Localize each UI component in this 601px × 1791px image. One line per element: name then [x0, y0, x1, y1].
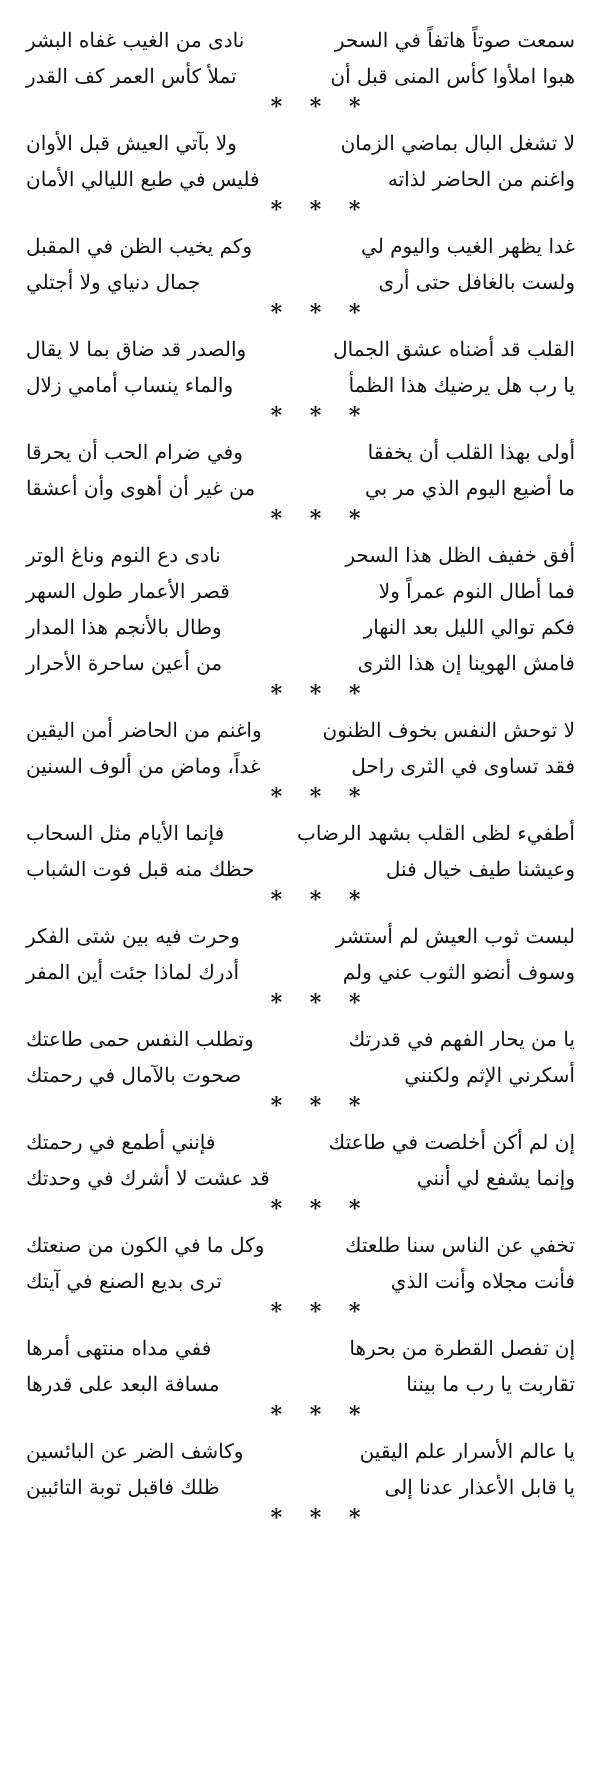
verse-line	[26, 1124, 575, 1160]
second-hemistich: أدرك لماذا جئت أين المفر	[26, 960, 239, 984]
second-hemistich: نادى من الغيب غفاه البشر	[26, 28, 245, 52]
first-hemistich: ولست بالغافل حتى أرى	[378, 270, 575, 294]
verse-line	[26, 264, 575, 300]
verse-line	[26, 609, 575, 645]
stanza-separator: * * *	[270, 1093, 371, 1119]
verse-line	[26, 367, 575, 403]
second-hemistich: من غير أن أهوى وأن أعشقا	[26, 476, 256, 500]
first-hemistich: وإنما يشفع لي أنني	[416, 1166, 575, 1190]
verse-line	[26, 573, 575, 609]
second-hemistich: وكاشف الضر عن البائسين	[26, 1439, 244, 1463]
first-hemistich: واغنم من الحاضر لذاته	[387, 167, 575, 191]
verse-line	[26, 331, 575, 367]
stanza-separator: * * *	[270, 1505, 371, 1531]
stanza-separator: * * *	[270, 1402, 371, 1428]
verse-line	[26, 1330, 575, 1366]
first-hemistich: وسوف أنضو الثوب عني ولم	[342, 960, 575, 984]
first-hemistich: فما أطال النوم عمراً ولا	[378, 579, 575, 603]
first-hemistich: سمعت صوتاً هاتفاً في السحر	[334, 28, 575, 52]
stanza-separator: * * *	[270, 1196, 371, 1222]
first-hemistich: فقد تساوى في الثرى راحل	[351, 754, 575, 778]
verse-line	[26, 1021, 575, 1057]
first-hemistich: غدا يظهر الغيب واليوم لي	[361, 234, 575, 258]
first-hemistich: فامش الهوينا إن هذا الثرى	[357, 651, 575, 675]
first-hemistich: هبوا املأوا كأس المنى قبل أن	[330, 64, 575, 88]
first-hemistich: تخفي عن الناس سنا طلعتك	[344, 1233, 575, 1257]
verse-line	[26, 470, 575, 506]
verse-line	[26, 1366, 575, 1402]
verse-line	[26, 125, 575, 161]
first-hemistich: فأنت مجلاه وأنت الذي	[390, 1269, 575, 1293]
second-hemistich: ففي مداه منتهى أمرها	[26, 1336, 212, 1360]
verse-line	[26, 537, 575, 573]
second-hemistich: فإنما الأيام مثل السحاب	[26, 821, 225, 845]
stanza	[26, 1227, 575, 1330]
verse-line	[26, 1227, 575, 1263]
stanza	[26, 331, 575, 434]
stanza	[26, 815, 575, 918]
stanza	[26, 712, 575, 815]
verse-line	[26, 851, 575, 887]
second-hemistich: وفي ضرام الحب أن يحرقا	[26, 440, 243, 464]
first-hemistich: لا توحش النفس بخوف الظنون	[322, 718, 575, 742]
verse-line	[26, 815, 575, 851]
second-hemistich: صحوت بالآمال في رحمتك	[26, 1063, 242, 1087]
stanza	[26, 434, 575, 537]
stanza-separator: * * *	[270, 681, 371, 707]
first-hemistich: إن تفصل القطرة من بحرها	[349, 1336, 575, 1360]
stanza	[26, 22, 575, 125]
second-hemistich: من أعين ساحرة الأحرار	[26, 651, 223, 675]
second-hemistich: ولا بآتي العيش قبل الأوان	[26, 131, 237, 155]
second-hemistich: وكل ما في الكون من صنعتك	[26, 1233, 265, 1257]
verse-line	[26, 918, 575, 954]
first-hemistich: يا من يحار الفهم في قدرتك	[348, 1027, 575, 1051]
first-hemistich: يا عالم الأسرار علم اليقين	[359, 1439, 575, 1463]
verse-line	[26, 1160, 575, 1196]
first-hemistich: لبست ثوب العيش لم أستشر	[335, 924, 575, 948]
stanza-separator: * * *	[270, 197, 371, 223]
second-hemistich: قد عشت لا أشرك في وحدتك	[26, 1166, 270, 1190]
second-hemistich: فإنني أطمع في رحمتك	[26, 1130, 216, 1154]
stanza-separator: * * *	[270, 403, 371, 429]
verse-line	[26, 1469, 575, 1505]
verse-line	[26, 748, 575, 784]
verse-line	[26, 22, 575, 58]
second-hemistich: تملأ كأس العمر كف القدر	[26, 64, 237, 88]
verse-line	[26, 228, 575, 264]
second-hemistich: فليس في طبع الليالي الأمان	[26, 167, 260, 191]
second-hemistich: والماء ينساب أمامي زلال	[26, 373, 234, 397]
first-hemistich: إن لم أكن أخلصت في طاعتك	[328, 1130, 575, 1154]
stanza-separator: * * *	[270, 1299, 371, 1325]
first-hemistich: ما أضيع اليوم الذي مر بي	[365, 476, 575, 500]
stanza-separator: * * *	[270, 784, 371, 810]
verse-line	[26, 645, 575, 681]
second-hemistich: مسافة البعد على قدرها	[26, 1372, 220, 1396]
verse-line	[26, 434, 575, 470]
first-hemistich: يا قابل الأعذار عدنا إلى	[384, 1475, 575, 1499]
stanza-separator: * * *	[270, 94, 371, 120]
verse-line	[26, 1057, 575, 1093]
verse-line	[26, 954, 575, 990]
first-hemistich: أطفيء لظى القلب بشهد الرضاب	[296, 821, 575, 845]
verse-line	[26, 1433, 575, 1469]
stanza	[26, 1433, 575, 1536]
first-hemistich: وعيشنا طيف خيال فنل	[385, 857, 575, 881]
second-hemistich: والصدر قد ضاق بما لا يقال	[26, 337, 247, 361]
second-hemistich: ترى بديع الصنع في آيتك	[26, 1269, 222, 1293]
second-hemistich: قصر الأعمار طول السهر	[26, 579, 230, 603]
second-hemistich: ظلك فاقبل توبة التائبين	[26, 1475, 220, 1499]
second-hemistich: وكم يخيب الظن في المقبل	[26, 234, 253, 258]
second-hemistich: نادى دع النوم وناغ الوتر	[26, 543, 221, 567]
first-hemistich: لا تشغل البال بماضي الزمان	[340, 131, 575, 155]
verse-line	[26, 712, 575, 748]
first-hemistich: أولى بهذا القلب أن يخفقا	[367, 440, 575, 464]
second-hemistich: وتطلب النفس حمى طاعتك	[26, 1027, 254, 1051]
stanza	[26, 537, 575, 712]
verse-line	[26, 1263, 575, 1299]
second-hemistich: واغنم من الحاضر أمن اليقين	[26, 718, 262, 742]
stanza	[26, 1124, 575, 1227]
second-hemistich: وطال بالأنجم هذا المدار	[26, 615, 222, 639]
verse-line	[26, 58, 575, 94]
stanza-separator: * * *	[270, 300, 371, 326]
stanza	[26, 125, 575, 228]
first-hemistich: القلب قد أضناه عشق الجمال	[333, 337, 575, 361]
stanza-separator: * * *	[270, 887, 371, 913]
stanza-separator: * * *	[270, 990, 371, 1016]
first-hemistich: يا رب هل يرضيك هذا الظمأ	[348, 373, 575, 397]
first-hemistich: فكم توالي الليل بعد النهار	[363, 615, 575, 639]
stanza	[26, 228, 575, 331]
second-hemistich: جمال دنياي ولا أجتلي	[26, 270, 201, 294]
second-hemistich: غداً، وماض من ألوف السنين	[26, 754, 261, 778]
stanza	[26, 918, 575, 1021]
second-hemistich: حظك منه قبل فوت الشباب	[26, 857, 255, 881]
verse-line	[26, 161, 575, 197]
stanza	[26, 1330, 575, 1433]
first-hemistich: أفق خفيف الظل هذا السحر	[345, 543, 575, 567]
stanza-separator: * * *	[270, 506, 371, 532]
first-hemistich: تقاربت يا رب ما بيننا	[406, 1372, 575, 1396]
first-hemistich: أسكرني الإثم ولكنني	[404, 1063, 575, 1087]
second-hemistich: وحرت فيه بين شتى الفكر	[26, 924, 240, 948]
stanza	[26, 1021, 575, 1124]
